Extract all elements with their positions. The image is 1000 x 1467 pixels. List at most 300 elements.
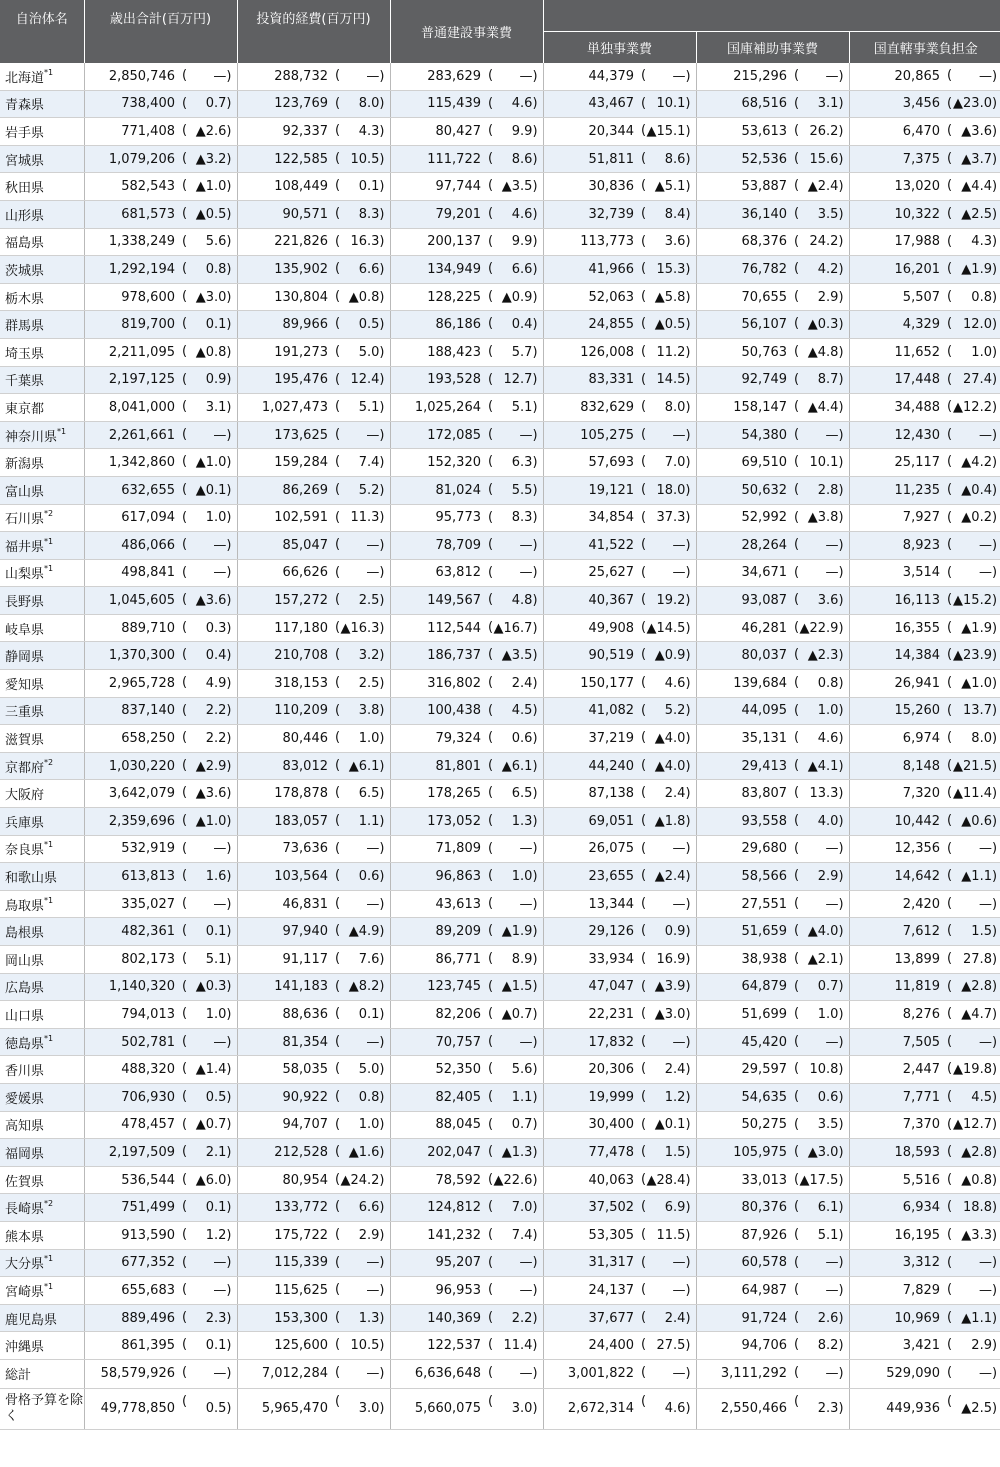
value-cell: 113,773 [543, 228, 639, 256]
change-value: ▲24.2) [340, 1172, 385, 1188]
row-name-text: 大分県 [5, 1257, 45, 1273]
row-name-text: 栃木県 [5, 291, 45, 307]
open-paren: ( [335, 1199, 341, 1215]
change-value: 0.8) [205, 261, 232, 277]
value-cell: 29,126 [543, 918, 639, 946]
change-value: 1.0) [817, 703, 844, 719]
change-value: 3.6) [664, 234, 691, 250]
change-cell [486, 200, 543, 228]
value-cell: 157,272 [237, 587, 333, 615]
header-subsidized: 国庫補助事業費 [696, 32, 849, 64]
open-paren: ( [182, 1171, 188, 1187]
change-value: ▲0.2) [961, 510, 998, 526]
change-cell [792, 752, 849, 780]
change-cell [486, 118, 543, 146]
open-paren: ( [335, 68, 341, 83]
change-cell [639, 256, 696, 284]
change-cell [486, 338, 543, 366]
change-cell [486, 642, 543, 670]
change-value: ▲5.8) [654, 289, 691, 305]
change-value: 10.5) [350, 151, 385, 167]
value-cell: 68,516 [696, 90, 792, 118]
open-paren: ( [182, 399, 188, 415]
change-value: ▲1.0) [195, 179, 232, 195]
open-paren: ( [335, 178, 341, 194]
value-cell: 794,013 [84, 1001, 180, 1029]
open-paren: ( [794, 840, 800, 856]
change-cell [333, 1249, 390, 1277]
open-paren: ( [641, 205, 647, 221]
open-paren: ( [335, 123, 341, 139]
value-cell: 5,507 [849, 283, 945, 311]
change-cell [486, 614, 543, 642]
change-value: ▲4.0) [807, 924, 844, 940]
value-cell: 183,057 [237, 808, 333, 836]
open-paren: ( [641, 1088, 647, 1104]
change-cell [792, 63, 849, 90]
value-cell: 41,522 [543, 532, 639, 560]
open-paren: ( [947, 923, 953, 939]
change-value: —) [366, 68, 385, 84]
open-paren: ( [335, 813, 341, 829]
row-name-text: 山梨県 [5, 567, 45, 583]
change-cell [639, 200, 696, 228]
table-row [0, 173, 1000, 201]
open-paren: ( [182, 813, 188, 829]
change-value: 4.6) [511, 206, 538, 222]
change-value: ▲3.0) [654, 1006, 691, 1022]
change-value: ▲1.0) [195, 455, 232, 471]
open-paren: ( [641, 95, 647, 111]
open-paren: ( [335, 481, 341, 497]
open-paren: ( [947, 619, 953, 635]
change-cell [639, 283, 696, 311]
change-value: 18.0) [656, 482, 691, 498]
value-cell: 2,359,696 [84, 808, 180, 836]
value-cell: 46,831 [237, 890, 333, 918]
change-cell [945, 1139, 1000, 1167]
value-cell: 52,992 [696, 504, 792, 532]
value-cell: 532,919 [84, 835, 180, 863]
change-value: 3.8) [358, 703, 385, 719]
open-paren: ( [335, 1309, 341, 1325]
value-cell: 191,273 [237, 338, 333, 366]
change-value: 2.9) [817, 869, 844, 885]
value-cell: 34,671 [696, 559, 792, 587]
change-cell [333, 90, 390, 118]
change-cell [333, 63, 390, 90]
value-cell: 90,571 [237, 200, 333, 228]
change-value: ▲0.8) [348, 289, 385, 305]
open-paren: ( [947, 205, 953, 221]
open-paren: ( [641, 840, 647, 856]
open-paren: ( [488, 205, 494, 221]
change-cell [333, 421, 390, 449]
open-paren: ( [335, 675, 341, 691]
change-cell [945, 228, 1000, 256]
change-value: ▲2.8) [961, 979, 998, 995]
change-value: 7.4) [511, 1227, 538, 1243]
change-value: 5.1) [205, 951, 232, 967]
open-paren: ( [182, 123, 188, 139]
value-cell: 80,954 [237, 1166, 333, 1194]
change-cell [333, 1001, 390, 1029]
change-value: 1.0) [358, 1117, 385, 1133]
change-cell [486, 780, 543, 808]
change-value: 9.9) [511, 123, 538, 139]
value-cell: 68,376 [696, 228, 792, 256]
change-value: ▲15.2) [953, 593, 998, 609]
open-paren: ( [335, 592, 341, 608]
value-cell: 93,087 [696, 587, 792, 615]
change-value: ▲12.2) [953, 399, 998, 415]
value-cell: 53,305 [543, 1221, 639, 1249]
value-cell: 97,744 [390, 173, 486, 201]
row-name [0, 863, 84, 891]
row-name-text: 山口県 [5, 1008, 45, 1024]
value-cell: 33,934 [543, 946, 639, 974]
value-cell: 44,379 [543, 63, 639, 90]
change-cell [639, 614, 696, 642]
change-cell [486, 752, 543, 780]
value-cell: 2,850,746 [84, 63, 180, 90]
open-paren: ( [488, 619, 494, 635]
value-cell: 86,186 [390, 311, 486, 339]
open-paren: ( [794, 178, 800, 194]
change-cell [639, 118, 696, 146]
change-cell [333, 228, 390, 256]
change-cell [486, 918, 543, 946]
change-cell [639, 1388, 696, 1429]
change-cell [180, 808, 237, 836]
change-cell [333, 587, 390, 615]
open-paren: ( [641, 619, 647, 635]
value-cell: 95,207 [390, 1249, 486, 1277]
open-paren: ( [947, 261, 953, 277]
value-cell: 2,447 [849, 1056, 945, 1084]
change-value: 0.4) [205, 648, 232, 664]
open-paren: ( [182, 840, 188, 856]
open-paren: ( [488, 702, 494, 718]
change-cell [945, 973, 1000, 1001]
row-name [0, 145, 84, 173]
value-cell: 8,148 [849, 752, 945, 780]
open-paren: ( [488, 1199, 494, 1215]
change-value: 4.5) [511, 703, 538, 719]
change-cell [945, 890, 1000, 918]
change-cell [792, 835, 849, 863]
value-cell: 139,684 [696, 670, 792, 698]
change-value: 2.5) [358, 675, 385, 691]
change-cell [180, 1194, 237, 1222]
change-value: 8.9) [511, 951, 538, 967]
value-cell: 1,030,220 [84, 752, 180, 780]
change-cell [486, 1166, 543, 1194]
table-row [0, 118, 1000, 146]
open-paren: ( [335, 840, 341, 856]
change-cell [486, 725, 543, 753]
change-cell [792, 366, 849, 394]
open-paren: ( [182, 895, 188, 911]
open-paren: ( [641, 702, 647, 718]
value-cell: 7,012,284 [237, 1359, 333, 1388]
change-cell [945, 614, 1000, 642]
open-paren: ( [488, 1309, 494, 1325]
open-paren: ( [641, 261, 647, 277]
open-paren: ( [488, 399, 494, 415]
change-value: ▲0.8) [195, 344, 232, 360]
open-paren: ( [335, 1393, 341, 1409]
change-value: —) [672, 68, 691, 84]
change-cell [486, 394, 543, 422]
value-cell: 80,037 [696, 642, 792, 670]
change-value: ▲1.6) [348, 1144, 385, 1160]
value-cell: 152,320 [390, 449, 486, 477]
row-name [0, 973, 84, 1001]
open-paren: ( [794, 426, 800, 442]
value-cell: 7,370 [849, 1111, 945, 1139]
value-cell: 26,075 [543, 835, 639, 863]
change-value: 2.5) [358, 593, 385, 609]
table-row [0, 256, 1000, 284]
value-cell: 1,027,473 [237, 394, 333, 422]
change-value: —) [366, 841, 385, 857]
change-value: 0.5) [205, 1401, 232, 1417]
value-cell: 10,969 [849, 1304, 945, 1332]
table-row [0, 200, 1000, 228]
open-paren: ( [488, 1282, 494, 1298]
change-cell [639, 863, 696, 891]
value-cell: 7,771 [849, 1083, 945, 1111]
row-name-text: 高知県 [5, 1119, 45, 1135]
change-cell [945, 1388, 1000, 1429]
value-cell: 18,593 [849, 1139, 945, 1167]
open-paren: ( [488, 68, 494, 83]
open-paren: ( [947, 1006, 953, 1022]
open-paren: ( [794, 1364, 800, 1380]
change-value: ▲1.9) [501, 924, 538, 940]
change-value: ▲16.7) [493, 620, 538, 636]
open-paren: ( [641, 1309, 647, 1325]
open-paren: ( [488, 1254, 494, 1270]
value-cell: 82,206 [390, 1001, 486, 1029]
open-paren: ( [641, 68, 647, 83]
change-value: 11.5) [656, 1227, 691, 1243]
header-investment: 投資的経費(百万円) [237, 0, 390, 63]
change-value: —) [366, 1255, 385, 1271]
change-cell [333, 1056, 390, 1084]
open-paren: ( [794, 619, 800, 635]
change-cell [333, 642, 390, 670]
value-cell: 3,456 [849, 90, 945, 118]
change-value: 0.3) [205, 620, 232, 636]
open-paren: ( [794, 895, 800, 911]
open-paren: ( [182, 1337, 188, 1353]
change-cell [639, 366, 696, 394]
change-cell [180, 697, 237, 725]
change-cell [180, 228, 237, 256]
value-cell: 90,922 [237, 1083, 333, 1111]
change-cell [792, 173, 849, 201]
change-value: 10.1) [656, 96, 691, 112]
open-paren: ( [794, 1116, 800, 1132]
open-paren: ( [182, 288, 188, 304]
row-name [0, 1304, 84, 1332]
value-cell: 771,408 [84, 118, 180, 146]
open-paren: ( [641, 730, 647, 746]
change-cell [792, 587, 849, 615]
value-cell: 81,801 [390, 752, 486, 780]
change-value: ▲3.8) [807, 510, 844, 526]
open-paren: ( [947, 1061, 953, 1077]
open-paren: ( [947, 785, 953, 801]
change-value: ▲3.2) [195, 151, 232, 167]
change-cell [333, 670, 390, 698]
open-paren: ( [794, 123, 800, 139]
change-value: ▲4.0) [654, 731, 691, 747]
value-cell: 110,209 [237, 697, 333, 725]
change-cell [486, 835, 543, 863]
change-cell [792, 394, 849, 422]
value-cell: 6,470 [849, 118, 945, 146]
open-paren: ( [947, 1337, 953, 1353]
value-cell: 81,354 [237, 1028, 333, 1056]
change-value: 10.5) [350, 1338, 385, 1354]
change-cell [945, 90, 1000, 118]
change-value: —) [825, 896, 844, 912]
change-cell [486, 504, 543, 532]
change-value: 1.2) [664, 1089, 691, 1105]
change-cell [180, 256, 237, 284]
table-row [0, 63, 1000, 90]
value-cell: 335,027 [84, 890, 180, 918]
open-paren: ( [182, 316, 188, 332]
value-cell: 17,448 [849, 366, 945, 394]
value-cell: 52,536 [696, 145, 792, 173]
change-value: 8.3) [358, 206, 385, 222]
open-paren: ( [794, 205, 800, 221]
value-cell: 79,324 [390, 725, 486, 753]
value-cell: 498,841 [84, 559, 180, 587]
change-value: 0.6) [817, 1089, 844, 1105]
change-value: —) [978, 68, 998, 84]
open-paren: ( [182, 1061, 188, 1077]
header-municipality: 自治体名 [0, 0, 84, 63]
value-cell: 7,612 [849, 918, 945, 946]
change-value: 4.5) [971, 1089, 998, 1105]
change-cell [639, 670, 696, 698]
change-value: 27.4) [963, 372, 998, 388]
change-cell [792, 1139, 849, 1167]
change-value: ▲28.4) [646, 1172, 691, 1188]
open-paren: ( [488, 343, 494, 359]
open-paren: ( [641, 813, 647, 829]
change-value: 6.1) [817, 1200, 844, 1216]
change-cell [180, 1111, 237, 1139]
open-paren: ( [641, 1393, 647, 1409]
row-name-text: 富山県 [5, 484, 45, 500]
change-cell [945, 118, 1000, 146]
table-row [0, 614, 1000, 642]
change-cell [792, 725, 849, 753]
change-cell [639, 421, 696, 449]
change-cell [945, 449, 1000, 477]
table-row [0, 366, 1000, 394]
change-cell [180, 118, 237, 146]
open-paren: ( [488, 675, 494, 691]
change-value: 7.6) [358, 951, 385, 967]
row-footnote-marker: *1 [57, 426, 67, 436]
change-cell [333, 918, 390, 946]
row-name-text: 広島県 [5, 981, 45, 997]
value-cell: 73,636 [237, 835, 333, 863]
value-cell: 221,826 [237, 228, 333, 256]
change-cell [486, 311, 543, 339]
change-cell [945, 63, 1000, 90]
change-value: 4.9) [205, 675, 232, 691]
table-row [0, 697, 1000, 725]
value-cell: 26,941 [849, 670, 945, 698]
change-cell [945, 421, 1000, 449]
value-cell: 6,636,648 [390, 1359, 486, 1388]
open-paren: ( [947, 1364, 953, 1380]
change-value: —) [213, 565, 232, 581]
value-cell: 37,219 [543, 725, 639, 753]
value-cell: 502,781 [84, 1028, 180, 1056]
value-cell: 14,642 [849, 863, 945, 891]
change-cell [639, 1166, 696, 1194]
change-cell [945, 256, 1000, 284]
change-cell [639, 559, 696, 587]
value-cell: 123,745 [390, 973, 486, 1001]
row-name-text: 秋田県 [5, 181, 45, 197]
value-cell: 24,855 [543, 311, 639, 339]
change-cell [180, 725, 237, 753]
value-cell: 43,467 [543, 90, 639, 118]
change-value: —) [672, 565, 691, 581]
open-paren: ( [488, 1226, 494, 1242]
open-paren: ( [488, 592, 494, 608]
change-value: 2.2) [205, 703, 232, 719]
value-cell: 677,352 [84, 1249, 180, 1277]
change-value: ▲0.3) [195, 979, 232, 995]
change-cell [639, 1139, 696, 1167]
change-value: —) [825, 1034, 844, 1050]
row-footnote-marker: *1 [44, 840, 54, 850]
value-cell: 681,573 [84, 200, 180, 228]
value-cell: 19,999 [543, 1083, 639, 1111]
change-cell [486, 973, 543, 1001]
change-value: ▲11.4) [953, 786, 998, 802]
row-name-text: 福井県 [5, 539, 45, 555]
change-cell [792, 863, 849, 891]
change-cell [945, 697, 1000, 725]
change-value: 2.4) [664, 786, 691, 802]
open-paren: ( [641, 178, 647, 194]
open-paren: ( [335, 785, 341, 801]
change-cell [333, 752, 390, 780]
value-cell: 29,413 [696, 752, 792, 780]
change-value: 16.3) [350, 234, 385, 250]
value-cell: 188,423 [390, 338, 486, 366]
change-cell [792, 283, 849, 311]
value-cell: 28,264 [696, 532, 792, 560]
value-cell: 51,699 [696, 1001, 792, 1029]
change-value: 1.0) [205, 1006, 232, 1022]
row-name-text: 和歌山県 [5, 871, 58, 887]
row-footnote-marker: *1 [44, 67, 54, 77]
change-value: —) [519, 1255, 538, 1271]
